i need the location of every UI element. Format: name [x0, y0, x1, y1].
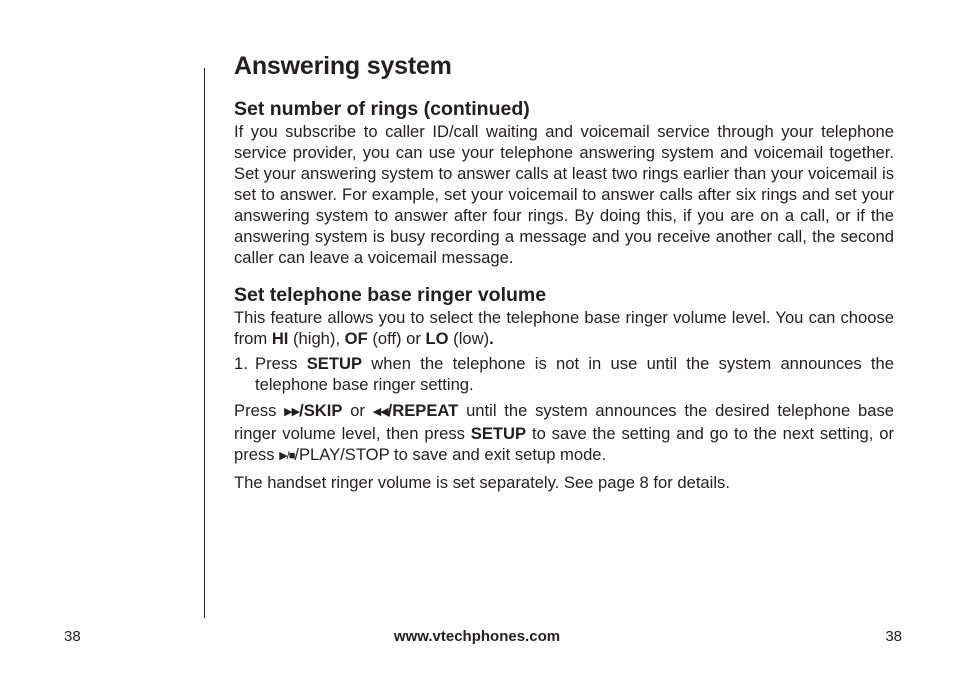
footer-url: www.vtechphones.com	[393, 628, 561, 645]
press-text-part: until the system announces the desired telephone base ringer volume level, then press	[234, 401, 894, 443]
intro-period: .	[489, 329, 494, 348]
intro-text: This feature allows you to select the telephone base ringer volume level. You can choose from	[234, 308, 894, 348]
repeat-back-icon: ◀◀	[372, 406, 388, 418]
press-instructions	[234, 400, 894, 467]
off-option: OF	[344, 329, 368, 348]
repeat-text: /REPEAT	[387, 401, 459, 420]
lo-option: LO	[425, 329, 449, 348]
page-number-right: 38	[885, 628, 902, 645]
press-text-part: to save and exit setup mode.	[389, 445, 607, 464]
repeat-key-label	[373, 401, 459, 420]
press-text-part: to save the setting and go to the next setting, or press	[234, 424, 894, 464]
skip-forward-icon: ▶▶	[284, 406, 300, 418]
hi-option: HI	[271, 329, 289, 348]
page-title: Answering system	[234, 52, 452, 80]
page-number-left: 38	[64, 628, 81, 645]
list-item	[234, 353, 894, 395]
section-body-rings: If you subscribe to caller ID/call waiting and voicemail service through your telephone service provider, you can use your telephone answering system and voicemail together. Set your answering system to answer calls at least two rings earlier than your voicemail is set to answer. For example, set your voicemail to answer calls after six rings and set your answering system to answer after four rings. By doing this, if you are on a call, or if the answering system is busy recording a message and you receive another call, the second caller can leave a voicemail message.	[234, 122, 894, 267]
step-text	[255, 353, 894, 395]
step-text-part: Press	[255, 354, 307, 373]
skip-text: /SKIP	[299, 401, 343, 420]
setup-key-label: SETUP	[470, 424, 527, 443]
vertical-divider	[204, 68, 205, 618]
step-text-part: when the telephone is not in use until the system announces the telephone base ringer setting.	[255, 354, 894, 394]
handset-note: The handset ringer volume is set separately. See page 8 for details.	[234, 473, 730, 492]
press-text-part: or	[342, 401, 373, 420]
play-stop-icon: ▶/■	[279, 450, 295, 462]
section-intro-ringer-volume	[234, 307, 894, 349]
press-text-part: Press	[234, 401, 285, 420]
setup-key-label: SETUP	[306, 354, 363, 373]
page-content	[234, 50, 894, 493]
steps-list	[234, 353, 894, 395]
section-heading-ringer-volume: Set telephone base ringer volume	[234, 284, 547, 306]
skip-key-label	[284, 401, 342, 420]
step-number: 1.	[234, 354, 248, 373]
intro-text: (low)	[448, 329, 490, 348]
intro-text: (high),	[288, 329, 345, 348]
playstop-key-label	[279, 445, 389, 464]
intro-text: (off) or	[367, 329, 426, 348]
playstop-text: /PLAY/STOP	[294, 445, 390, 464]
section-heading-rings: Set number of rings (continued)	[234, 98, 530, 120]
